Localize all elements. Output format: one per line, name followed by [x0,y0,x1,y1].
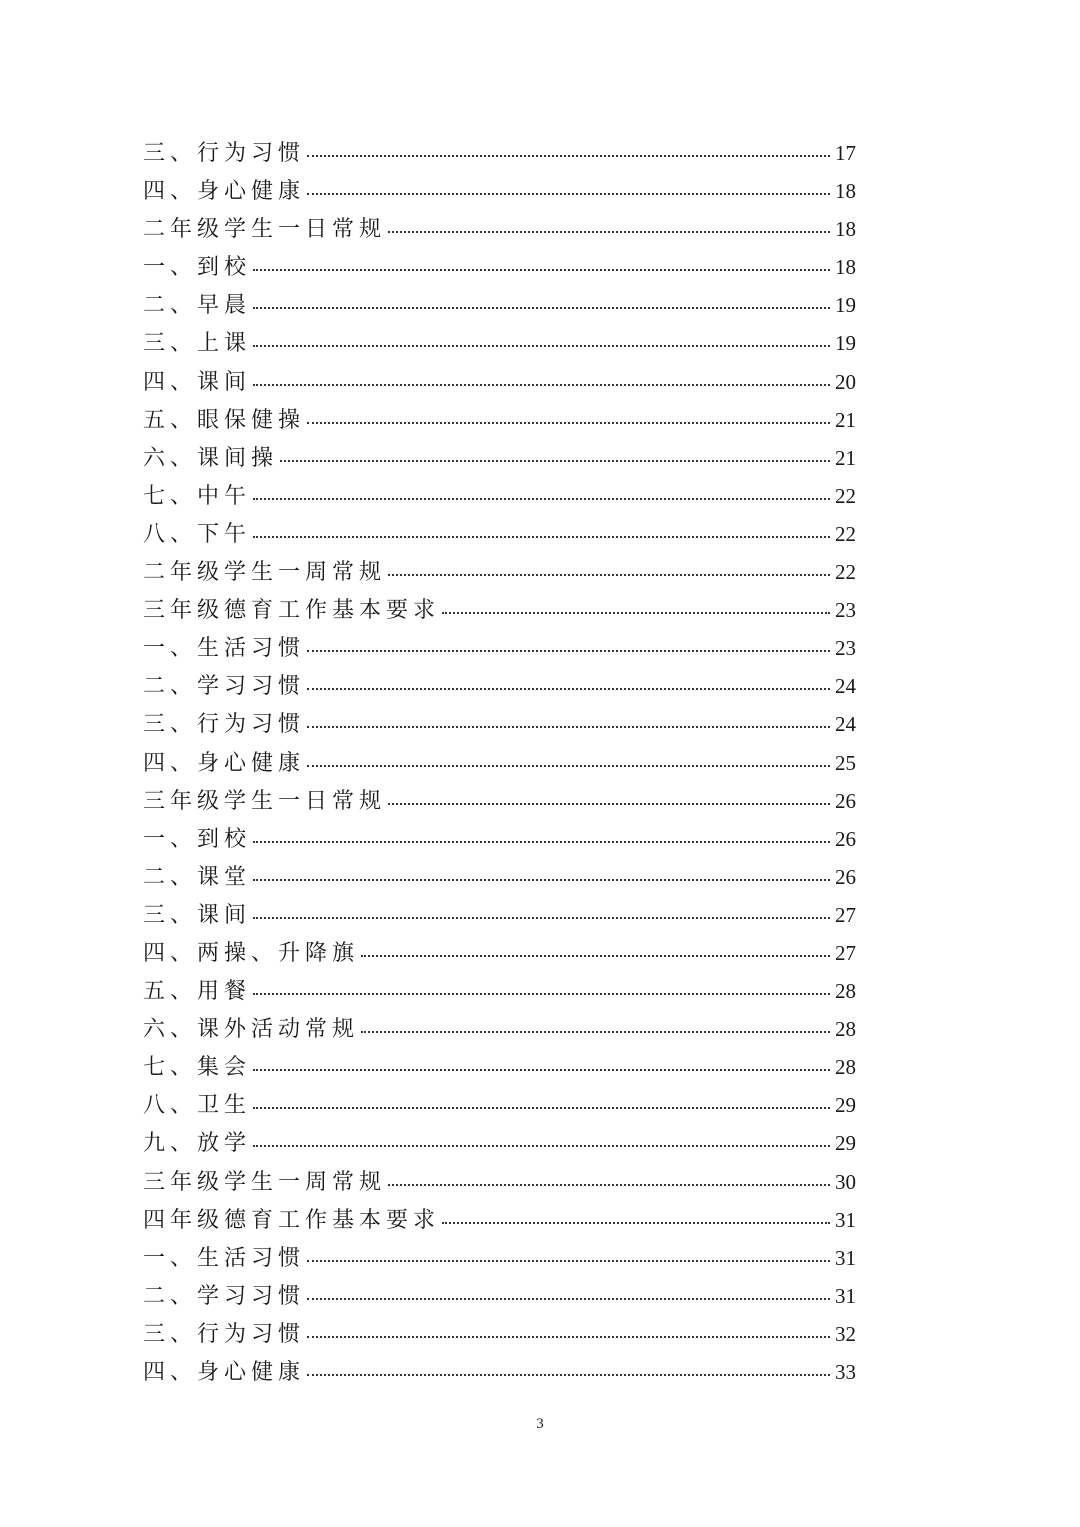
dot-leader [253,497,830,500]
toc-entry[interactable] [143,744,856,782]
toc-entry[interactable] [143,1353,856,1391]
dot-leader [253,1068,830,1071]
toc-entry[interactable] [143,210,856,248]
toc-entry[interactable] [143,934,856,972]
toc-entry-page: 31 [835,1207,856,1232]
toc-entry[interactable] [143,1086,856,1124]
toc-entry[interactable] [143,1239,856,1277]
toc-entry[interactable] [143,1315,856,1353]
toc-entry-title: 三年级学生一周常规 [143,1169,387,1195]
dot-leader [253,840,830,843]
toc-entry-title: 三、行为习惯 [143,141,306,166]
dot-leader [307,1335,830,1338]
toc-entry-page: 25 [835,750,856,775]
toc-entry-title: 四、身心健康 [143,750,306,776]
toc-entry-page: 24 [835,712,856,737]
dot-leader [307,687,830,690]
dot-leader [253,383,830,386]
toc-entry-title: 三、课间 [143,902,252,928]
toc-entry[interactable] [143,477,856,515]
toc-entry-title: 一、到校 [143,826,252,852]
toc-entry[interactable] [143,820,856,858]
toc-entry-page: 19 [835,293,856,318]
toc-entry-page: 26 [835,788,856,813]
toc-entry-title: 二、早晨 [143,293,252,319]
dot-leader [307,1297,830,1300]
toc-entry[interactable] [143,553,856,591]
toc-entry[interactable] [143,858,856,896]
dot-leader [307,649,830,652]
toc-entry[interactable] [143,972,856,1010]
dot-leader [307,725,830,728]
toc-entry-title: 四、身心健康 [143,179,306,205]
toc-entry[interactable] [143,629,856,667]
toc-entry-page: 31 [835,1283,856,1308]
toc-entry-page: 32 [835,1321,856,1346]
toc-entry-page: 31 [835,1245,856,1270]
dot-leader [307,154,830,157]
dot-leader [253,1106,830,1109]
toc-entry-title: 二、学习习惯 [143,674,306,700]
toc-entry[interactable] [143,1010,856,1048]
toc-entry[interactable] [143,286,856,324]
dot-leader [253,1144,830,1147]
dot-leader [253,344,830,347]
toc-entry[interactable] [143,363,856,401]
toc-entry-page: 26 [835,864,856,889]
toc-entry-page: 24 [835,674,856,699]
dot-leader [253,306,830,309]
toc-entry-title: 三年级德育工作基本要求 [143,598,441,624]
toc-entry-page: 17 [835,141,856,165]
toc-entry-page: 19 [835,331,856,356]
dot-leader [388,230,830,233]
toc-entry-title: 一、到校 [143,255,252,281]
dot-leader [280,459,830,462]
toc-entry-page: 22 [835,483,856,508]
toc-entry-title: 二年级学生一周常规 [143,560,387,586]
toc-entry[interactable] [143,248,856,286]
toc-entry-title: 四、身心健康 [143,1360,306,1385]
toc-entry[interactable] [143,1048,856,1086]
toc-entry-page: 21 [835,407,856,432]
toc-entry-title: 四、两操、升降旗 [143,940,360,966]
toc-entry-title: 二年级学生一日常规 [143,217,387,243]
dot-leader [388,573,830,576]
toc-entry-title: 八、卫生 [143,1093,252,1119]
toc-entry-title: 三、上课 [143,331,252,357]
toc-entry[interactable] [143,782,856,820]
dot-leader [307,764,830,767]
toc-entry-title: 三、行为习惯 [143,1321,306,1347]
dot-leader [442,611,830,614]
toc-entry-title: 九、放学 [143,1131,252,1157]
toc-entry-title: 二、课堂 [143,864,252,890]
toc-entry-title: 六、课间操 [143,445,279,471]
toc-entry-title: 八、下午 [143,521,252,547]
toc-entry-page: 28 [835,979,856,1004]
toc-entry-title: 六、课外活动常规 [143,1017,360,1043]
toc-entry[interactable] [143,401,856,439]
dot-leader [388,1183,830,1186]
toc-entry-page: 20 [835,369,856,394]
toc-entry-title: 二、学习习惯 [143,1283,306,1309]
page-number: 3 [536,1416,544,1432]
dot-leader [307,1259,830,1262]
toc-entry-title: 一、生活习惯 [143,636,306,662]
toc-entry[interactable] [143,515,856,553]
toc-entry-page: 22 [835,560,856,585]
toc-entry-page: 30 [835,1169,856,1194]
toc-entry-title: 三年级学生一日常规 [143,788,387,814]
toc-entry-page: 22 [835,521,856,546]
toc-entry[interactable] [143,1201,856,1239]
toc-entry[interactable] [143,896,856,934]
toc-entry-page: 33 [835,1360,856,1384]
dot-leader [361,1030,830,1033]
toc-entry-title: 五、用餐 [143,979,252,1005]
toc-entry-page: 28 [835,1055,856,1080]
dot-leader [253,916,830,919]
toc-entry-page: 29 [835,1093,856,1118]
toc-entry[interactable] [143,1163,856,1201]
toc-entry-page: 18 [835,217,856,242]
toc-entry-page: 27 [835,940,856,965]
dot-leader [253,268,830,271]
toc-entry-title: 五、眼保健操 [143,407,306,433]
toc-entry[interactable] [143,591,856,629]
toc-entry-title: 四年级德育工作基本要求 [143,1207,441,1233]
table-of-contents [143,134,856,1391]
dot-leader [253,535,830,538]
dot-leader [307,1373,830,1376]
dot-leader [442,1221,830,1224]
toc-entry-title: 四、课间 [143,369,252,395]
dot-leader [388,802,830,805]
toc-entry-page: 23 [835,598,856,623]
toc-entry-page: 29 [835,1131,856,1156]
toc-entry-title: 三、行为习惯 [143,712,306,738]
dot-leader [361,954,830,957]
toc-entry[interactable] [143,1277,856,1315]
toc-entry[interactable] [143,134,856,172]
toc-entry[interactable] [143,667,856,705]
toc-entry-page: 18 [835,255,856,280]
toc-entry-title: 一、生活习惯 [143,1245,306,1271]
toc-entry-title: 七、集会 [143,1055,252,1081]
dot-leader [253,878,830,881]
dot-leader [253,992,830,995]
toc-entry[interactable] [143,1124,856,1162]
dot-leader [307,192,830,195]
toc-entry-page: 23 [835,636,856,661]
dot-leader [307,421,830,424]
toc-entry[interactable] [143,172,856,210]
toc-entry-page: 18 [835,179,856,204]
toc-entry-title: 七、中午 [143,483,252,509]
toc-entry-page: 26 [835,826,856,851]
toc-entry[interactable] [143,705,856,743]
toc-entry-page: 27 [835,902,856,927]
toc-entry[interactable] [143,324,856,362]
toc-entry-page: 21 [835,445,856,470]
toc-entry-page: 28 [835,1017,856,1042]
toc-entry[interactable] [143,439,856,477]
